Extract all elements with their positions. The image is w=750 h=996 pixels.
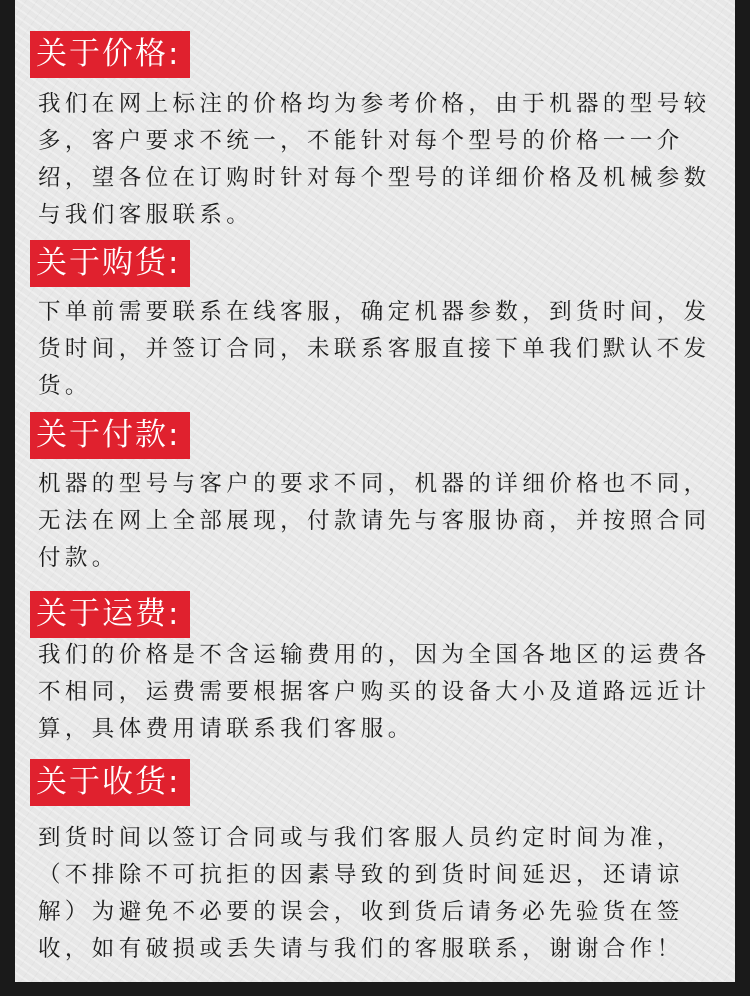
heading-price: 关于价格: (30, 31, 190, 78)
heading-payment: 关于付款: (30, 412, 190, 459)
heading-receiving: 关于收货: (30, 759, 190, 806)
body-payment: 机器的型号与客户的要求不同，机器的详细价格也不同，无法在网上全部展现，付款请先与客服协商，并按照合同付款。 (38, 471, 711, 571)
notice-panel (15, 0, 735, 982)
heading-purchase: 关于购货: (30, 240, 190, 287)
body-receiving: 到货时间以签订合同或与我们客服人员约定时间为准，（不排除不可抗拒的因素导致的到货时间延迟，还请谅解）为避免不必要的误会，收到货后请务必先验货在签收，如有破损或丢失请与我们的客服联系，谢谢合作！ (38, 825, 684, 962)
body-shipping: 我们的价格是不含运输费用的，因为全国各地区的运费各不相同，运费需要根据客户购买的设备大小及道路远近计算，具体费用请联系我们客服。 (38, 642, 711, 742)
body-price: 我们在网上标注的价格均为参考价格，由于机器的型号较多，客户要求不统一，不能针对每个型号的价格一一介绍，望各位在订购时针对每个型号的详细价格及机械参数与我们客服联系。 (38, 91, 711, 228)
heading-shipping: 关于运费: (30, 591, 190, 638)
body-purchase: 下单前需要联系在线客服，确定机器参数，到货时间，发货时间，并签订合同，未联系客服直接下单我们默认不发货。 (38, 299, 711, 399)
